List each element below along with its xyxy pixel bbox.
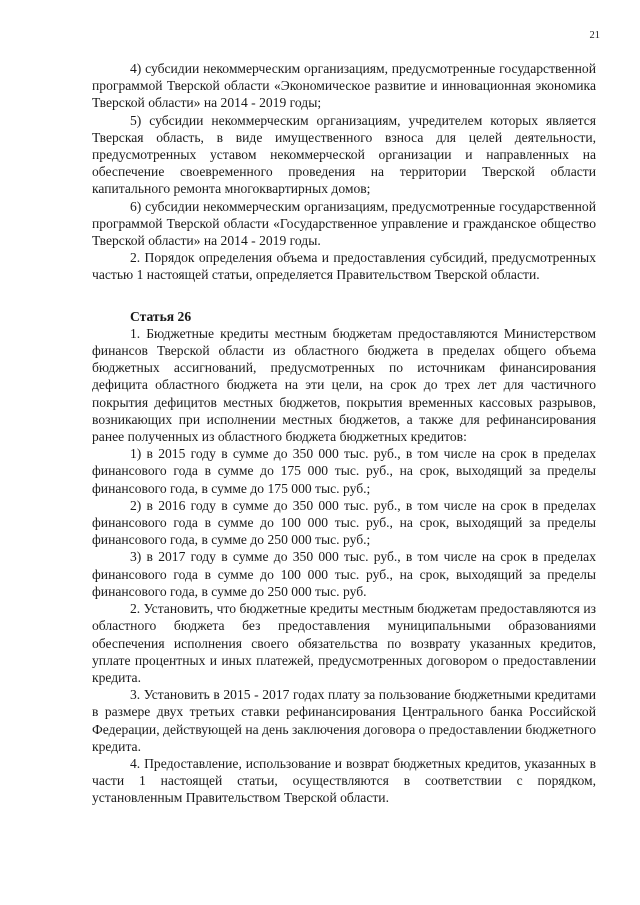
paragraph: 1) в 2015 году в сумме до 350 000 тыс. руб., в том числе на срок в пределах финансового года в сумме до 175 000 тыс. руб., на срок, выходящий за пределы финансового года, в сумме до 175 000 тыс. руб.;	[92, 446, 596, 496]
paragraph: 5) субсидии некоммерческим организациям, учредителем которых является Тверская область, в виде имущественного взноса для целей деятельности, предусмотренных уставом некоммерческой организации и направленных на обеспечение своевременного проведения на территории Тверской области капитального ремонта многоквартирных домов;	[92, 112, 596, 197]
paragraph: 4) субсидии некоммерческим организациям, предусмотренные государственной программой Тверской области «Экономическое развитие и инновационная экономика Тверской области» на 2014 - 2019 годы;	[92, 61, 596, 111]
paragraph: 2. Установить, что бюджетные кредиты местным бюджетам предоставляются из областного бюджета без предоставления муниципальными образованиями обеспечения исполнения своего обязательства по возврату указанных кредитов, уплате процентных и иных платежей, предусмотренных договором о предоставлении кредита.	[92, 601, 596, 685]
paragraph: 2) в 2016 году в сумме до 350 000 тыс. руб., в том числе на срок в пределах финансового года в сумме до 100 000 тыс. руб., на срок, выходящий за пределы финансового года, в сумме до 250 000 тыс. руб.;	[92, 497, 596, 548]
paragraph: 3. Установить в 2015 - 2017 годах плату за пользование бюджетными кредитами в размере двух третьих ставки рефинансирования Центрального банка Российской Федерации, действующей на день заключения договора о предоставлении бюджетного кредита.	[92, 687, 596, 754]
paragraph: 6) субсидии некоммерческим организациям, предусмотренные государственной программой Тверской области «Государственное управление и гражданское общество Тверской области» на 2014 - 2019 годы.	[92, 198, 596, 249]
page-number: 21	[589, 30, 600, 41]
paragraph: 2. Порядок определения объема и предоставления субсидий, предусмотренных частью 1 настоящей статьи, определяется Правительством Тверской области.	[92, 250, 596, 283]
paragraph: 1. Бюджетные кредиты местным бюджетам предоставляются Министерством финансов Тверской области из областного бюджета в пределах общего объема бюджетных ассигнований, предусмотренных по источникам финансирования дефицита областного бюджета на эти цели, на срок до трех лет для частичного покрытия дефицитов местных бюджетов, покрытия временных кассовых разрывов, возникающих при исполнении местных бюджетов, а также для рефинансирования ранее полученных из областного бюджета бюджетных кредитов:	[92, 325, 596, 445]
paragraph: 4. Предоставление, использование и возврат бюджетных кредитов, указанных в части 1 настоящей статьи, осуществляются в соответствии с порядком, установленным Правительством Тверской области.	[92, 755, 596, 806]
paragraph: 3) в 2017 году в сумме до 350 000 тыс. руб., в том числе на срок в пределах финансового года в сумме до 100 000 тыс. руб., на срок, выходящий за пределы финансового года, в сумме до 250 000 тыс. руб.	[92, 549, 596, 599]
document-body	[92, 60, 596, 807]
article-title: Статья 26	[130, 308, 192, 324]
